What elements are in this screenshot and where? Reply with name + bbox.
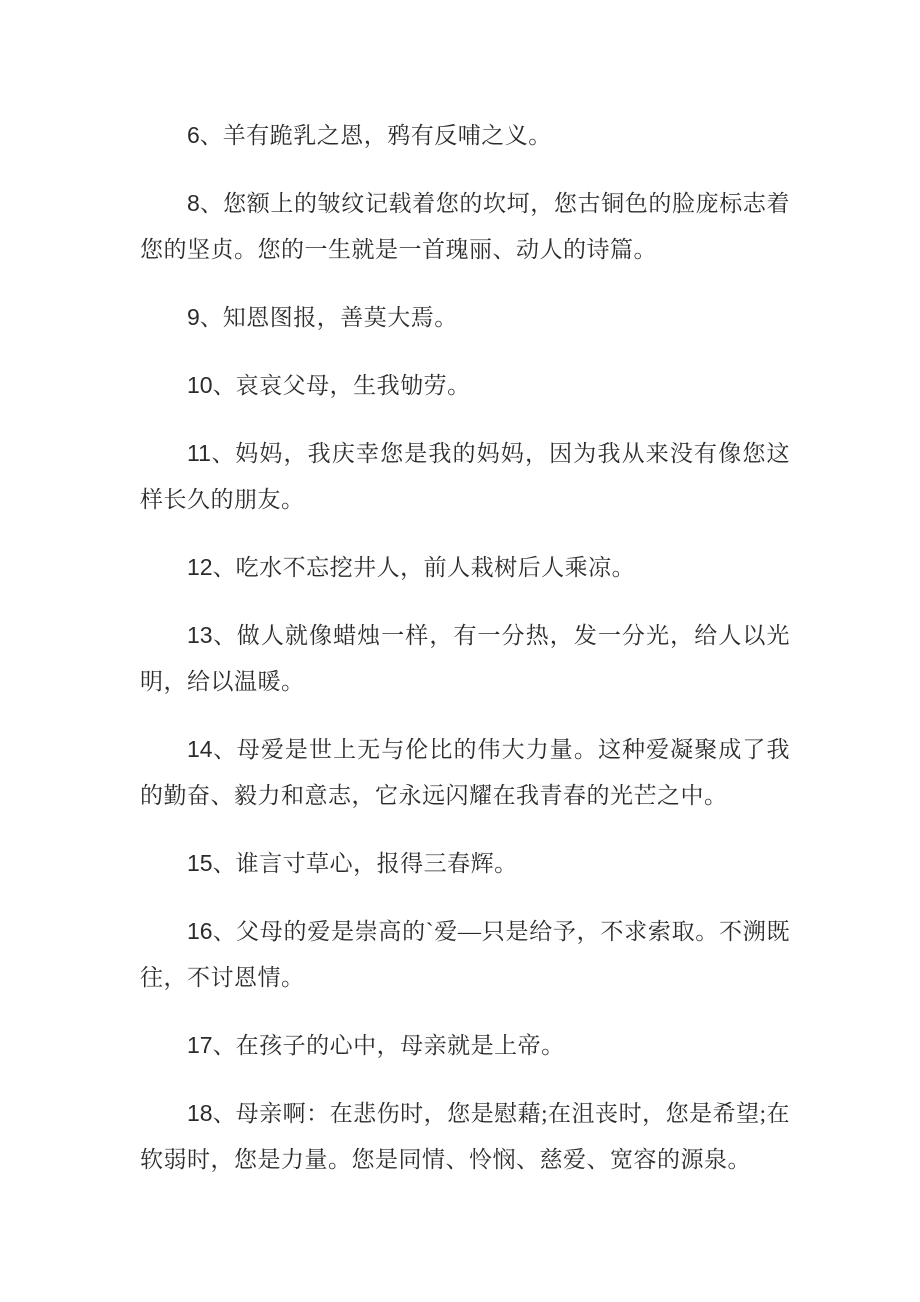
quote-paragraph-16 — [140, 908, 790, 1001]
quote-text: 妈妈，我庆幸您是我的妈妈，因为我从来没有像您这样长久的朋友。 — [140, 441, 790, 512]
quote-text: 知恩图报，善莫大焉。 — [222, 305, 458, 330]
quote-text: 母爱是世上无与伦比的伟大力量。这种爱凝聚成了我的勤奋、毅力和意志，它永远闪耀在我青春的光芒之中。 — [140, 737, 790, 808]
quote-paragraph-8 — [140, 180, 790, 273]
quote-number: 15、 — [187, 850, 236, 876]
document-content — [140, 112, 790, 1183]
quote-number: 9、 — [187, 304, 223, 330]
quote-number: 14、 — [187, 736, 237, 762]
quote-number: 17、 — [187, 1032, 236, 1058]
quote-text: 父母的爱是崇高的`爱—只是给予，不求索取。不溯既往，不讨恩情。 — [140, 919, 790, 990]
quote-paragraph-13 — [140, 612, 790, 705]
quote-paragraph-18 — [140, 1090, 790, 1183]
quote-paragraph-9 — [140, 294, 790, 341]
quote-text: 谁言寸草心，报得三春辉。 — [235, 851, 518, 876]
quote-paragraph-6 — [140, 112, 790, 159]
quote-number: 12、 — [187, 554, 236, 580]
quote-text: 哀哀父母，生我劬劳。 — [235, 373, 471, 398]
quote-paragraph-17 — [140, 1022, 790, 1069]
quote-text: 您额上的皱纹记载着您的坎坷，您古铜色的脸庞标志着您的坚贞。您的一生就是一首瑰丽、动人的诗篇。 — [140, 191, 791, 262]
quote-paragraph-15 — [140, 840, 790, 887]
quote-text: 羊有跪乳之恩，鸦有反哺之义。 — [222, 123, 552, 148]
quote-text: 在孩子的心中，母亲就是上帝。 — [235, 1033, 565, 1058]
quote-paragraph-11 — [140, 430, 790, 523]
quote-paragraph-10 — [140, 362, 790, 409]
quote-number: 8、 — [187, 190, 224, 216]
quote-paragraph-12 — [140, 544, 790, 591]
quote-text: 母亲啊：在悲伤时，您是慰藉;在沮丧时，您是希望;在软弱时，您是力量。您是同情、怜悯、慈爱、宽容的源泉。 — [140, 1101, 790, 1172]
quote-number: 13、 — [187, 622, 237, 648]
quote-number: 11、 — [187, 440, 236, 466]
quote-paragraph-14 — [140, 726, 790, 819]
quote-number: 10、 — [187, 372, 236, 398]
quote-text: 做人就像蜡烛一样，有一分热，发一分光，给人以光明，给以温暖。 — [140, 623, 790, 694]
quote-number: 6、 — [187, 122, 223, 148]
quote-text: 吃水不忘挖井人，前人栽树后人乘凉。 — [235, 555, 636, 580]
quote-number: 16、 — [187, 918, 237, 944]
quote-number: 18、 — [187, 1100, 236, 1126]
